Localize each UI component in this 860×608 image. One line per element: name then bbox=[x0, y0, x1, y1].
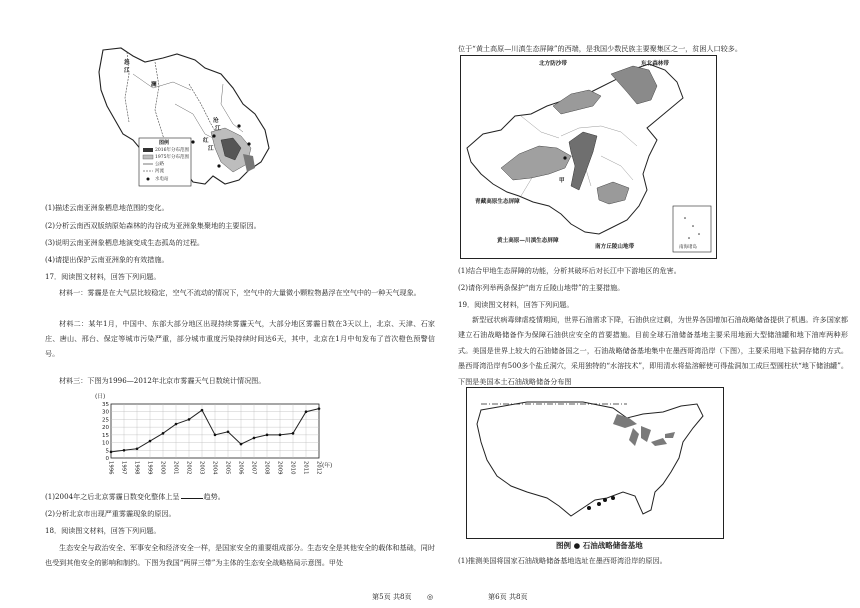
label-jiang-1: 江 bbox=[124, 68, 130, 74]
right-page bbox=[458, 0, 853, 590]
data-point-2000 bbox=[162, 432, 165, 435]
y-tick-label-1: 5 bbox=[105, 448, 109, 455]
data-point-2003 bbox=[201, 409, 204, 412]
label-qinghai-tibet-barrier: 青藏高原生态屏障 bbox=[475, 199, 520, 205]
label-south-hills-belt: 南方丘陵山地带 bbox=[595, 244, 635, 250]
y-tick-label-3: 15 bbox=[102, 432, 109, 439]
q17-material-3: 材料三：下图为1996—2012年北京市雾霾天气日数统计情况图。 bbox=[59, 376, 266, 385]
label-north-sand-belt: 北方防沙带 bbox=[539, 61, 567, 67]
label-jiang-3: 江 bbox=[208, 146, 214, 152]
label-south-china-sea: 南海诸岛 bbox=[679, 245, 697, 250]
q18-heading: 18．阅读图文材料，回答下列问题。 bbox=[45, 526, 161, 535]
q17-question-1 bbox=[45, 492, 225, 501]
y-tick-label-2: 10 bbox=[102, 440, 109, 447]
legend-item-1975: 1975年分布范围 bbox=[155, 155, 189, 160]
smog-chart-svg bbox=[91, 388, 343, 480]
legend-item-river: 河流 bbox=[155, 169, 164, 174]
data-point-2009 bbox=[279, 434, 282, 437]
q18-question-1: (1)结合甲地生态屏障的功能，分析其破坏后对长江中下游地区的危害。 bbox=[458, 266, 681, 275]
usa-map-legend-label: 石油战略储备基地 bbox=[582, 541, 643, 550]
x-tick-label-1998: 1998 bbox=[133, 461, 140, 475]
x-tick-label-2004: 2004 bbox=[211, 461, 218, 475]
data-point-2010 bbox=[292, 432, 295, 435]
data-point-2006 bbox=[240, 443, 243, 446]
y-axis-label: (日) bbox=[95, 394, 106, 400]
data-point-2001 bbox=[175, 423, 178, 426]
data-point-2007 bbox=[253, 437, 256, 440]
x-tick-label-2005: 2005 bbox=[224, 461, 231, 475]
data-point-2002 bbox=[188, 418, 191, 421]
data-point-1998 bbox=[136, 447, 139, 450]
q17-q1-prefix: (1)2004年之后北京雾霾日数变化整体上呈 bbox=[45, 492, 180, 501]
label-loess-sichuan-barrier: 黄土高原—川滇生态屏障 bbox=[497, 238, 559, 244]
q16-question-2: (2)分析云南西双版纳原始森林的沟谷成为亚洲象集聚地的主要原因。 bbox=[45, 221, 261, 230]
x-tick-label-2011: 2011 bbox=[302, 461, 309, 475]
q17-question-2: (2)分析北京市出现严重雾霾现象的原因。 bbox=[45, 509, 176, 518]
usa-map-legend bbox=[556, 541, 643, 550]
y-tick-label-4: 20 bbox=[102, 425, 109, 432]
q16-question-4: (4)请提出保护云南亚洲象的有效措施。 bbox=[45, 255, 169, 264]
yunnan-elephant-map bbox=[93, 44, 275, 189]
ecological-security-map bbox=[460, 55, 717, 259]
label-nu: 怒 bbox=[124, 60, 130, 66]
legend-item-2016: 2016年分布范围 bbox=[155, 148, 189, 153]
y-tick-label-6: 30 bbox=[102, 409, 109, 416]
x-tick-label-2006: 2006 bbox=[237, 461, 244, 475]
china-map-svg bbox=[461, 56, 716, 258]
legend-item-hydropower: 水电站 bbox=[155, 177, 169, 182]
data-point-1997 bbox=[123, 449, 126, 452]
data-point-2011 bbox=[305, 410, 308, 413]
q17-q1-suffix: 趋势。 bbox=[203, 492, 225, 501]
label-hong: 红 bbox=[203, 138, 209, 144]
x-tick-label-2003: 2003 bbox=[198, 461, 205, 475]
y-tick-label-7: 35 bbox=[102, 402, 109, 408]
x-tick-label-2010: 2010 bbox=[289, 461, 296, 475]
q17-q1-answer-blank[interactable] bbox=[181, 498, 203, 499]
label-lan: 澜 bbox=[151, 82, 157, 88]
q17-heading: 17．阅读图文材料，回答下列问题。 bbox=[45, 272, 161, 281]
label-cang: 沧 bbox=[213, 118, 219, 124]
x-tick-label-2007: 2007 bbox=[250, 461, 257, 475]
x-tick-label-2009: 2009 bbox=[276, 461, 283, 475]
data-point-1999 bbox=[149, 440, 152, 443]
usa-oil-reserve-map bbox=[466, 387, 724, 539]
yunnan-map-svg bbox=[93, 44, 275, 189]
footer-page-6: 第6页 共8页 bbox=[488, 592, 528, 601]
q17-material-2: 材料二：某年1月，中国中、东部大部分地区出现持续雾霾天气，大部分地区雾霾日数在3天以上，北京、天津、石家庄、唐山、邢台、保定等城市污染严重，部分城市重度污染持续时间达6天，其中，北京在1月中旬发布了首次橙色预警信号。 bbox=[45, 319, 435, 358]
q18-paragraph-continued: 位于“黄土高原—川滇生态屏障”的西端，是我国少数民族主要聚集区之一，贫困人口较多。 bbox=[458, 44, 742, 53]
q17-material-1: 材料一：雾霾是在大气层比较稳定，空气不流动的情况下，空气中的大量微小颗粒物悬浮在空气中的一种天气现象。 bbox=[59, 288, 421, 297]
x-tick-label-1997: 1997 bbox=[120, 461, 127, 475]
data-point-2005 bbox=[227, 430, 230, 433]
y-tick-label-5: 25 bbox=[102, 417, 109, 424]
x-tick-label-2012: 2012 bbox=[315, 461, 322, 475]
x-tick-label-1996: 1996 bbox=[107, 461, 114, 475]
q19-question-1: (1)推测美国将国家石油战略储备基地选址在墨西哥湾沿岸的原因。 bbox=[458, 556, 667, 565]
oil-reserve-dot-icon: ● bbox=[573, 541, 581, 550]
smog-days-chart bbox=[91, 388, 343, 480]
x-tick-label-2000: 2000 bbox=[159, 461, 166, 475]
data-point-2012 bbox=[318, 407, 321, 410]
x-tick-label-2001: 2001 bbox=[172, 461, 179, 475]
footer-page-5: 第5页 共8页 bbox=[372, 592, 412, 601]
q19-paragraph: 新型冠状病毒肆虐疫情期间，世界石油需求下降，石油供应过剩，为世界各国增加石油战略储备提供了机遇。许多国家都建立石油战略储备作为保障石油供应安全的首要措施。目前全球石油储备基地主要采用地面大型储油罐和地下油库两种形式。美国是世界上较大的石油储备国之一，石油战略储备基地集中在墨西哥湾沿岸（下图），主要采用地下盐洞存储的方式。墨西哥湾沿岸有500多个盐丘洞穴，采用独特的“水溶技术”，即用清水将盐溶解使可得盐洞加工成巨型圆柱状“地下储油罐”。下图是美国本土石油战略储备分布图 bbox=[458, 315, 848, 386]
usa-map-legend-prefix: 图例 bbox=[556, 541, 571, 550]
q16-question-3: (3)说明云南亚洲象栖息地演变成生态孤岛的过程。 bbox=[45, 238, 205, 247]
legend-title: 图例 bbox=[159, 140, 170, 146]
x-tick-label-2002: 2002 bbox=[185, 461, 192, 475]
x-axis-label: (年) bbox=[322, 463, 333, 469]
q19-heading: 19．阅读图文材料，回答下列问题。 bbox=[458, 300, 574, 309]
data-point-2008 bbox=[266, 434, 269, 437]
label-point-jia: 甲 bbox=[559, 178, 565, 184]
q18-paragraph-start: 生态安全与政治安全、军事安全和经济安全一样，是国家安全的重要组成部分。生态安全是其他安全的载体和基础，同时也受到其他安全的影响和制约。下图为我国“两屏三带”为主体的生态安全战略格局示意图。甲处 bbox=[45, 543, 435, 567]
q16-question-1: (1)描述云南亚洲象栖息地范围的变化。 bbox=[45, 203, 169, 212]
label-jiang-2: 江 bbox=[215, 126, 221, 132]
label-northeast-forest-belt: 东北森林带 bbox=[641, 61, 669, 67]
legend-item-road: 公路 bbox=[155, 162, 164, 167]
left-page bbox=[45, 0, 440, 590]
data-point-1996 bbox=[110, 451, 113, 454]
footer-center-mark: ◎ bbox=[427, 592, 434, 601]
usa-map-svg bbox=[467, 388, 723, 538]
x-tick-label-1999: 1999 bbox=[146, 461, 153, 475]
q18-question-2: (2)请你列举两条保护“南方丘陵山地带”的主要措施。 bbox=[458, 283, 625, 292]
data-point-2004 bbox=[214, 434, 217, 437]
y-tick-label-0: 0 bbox=[105, 456, 109, 462]
x-tick-label-2008: 2008 bbox=[263, 461, 270, 475]
